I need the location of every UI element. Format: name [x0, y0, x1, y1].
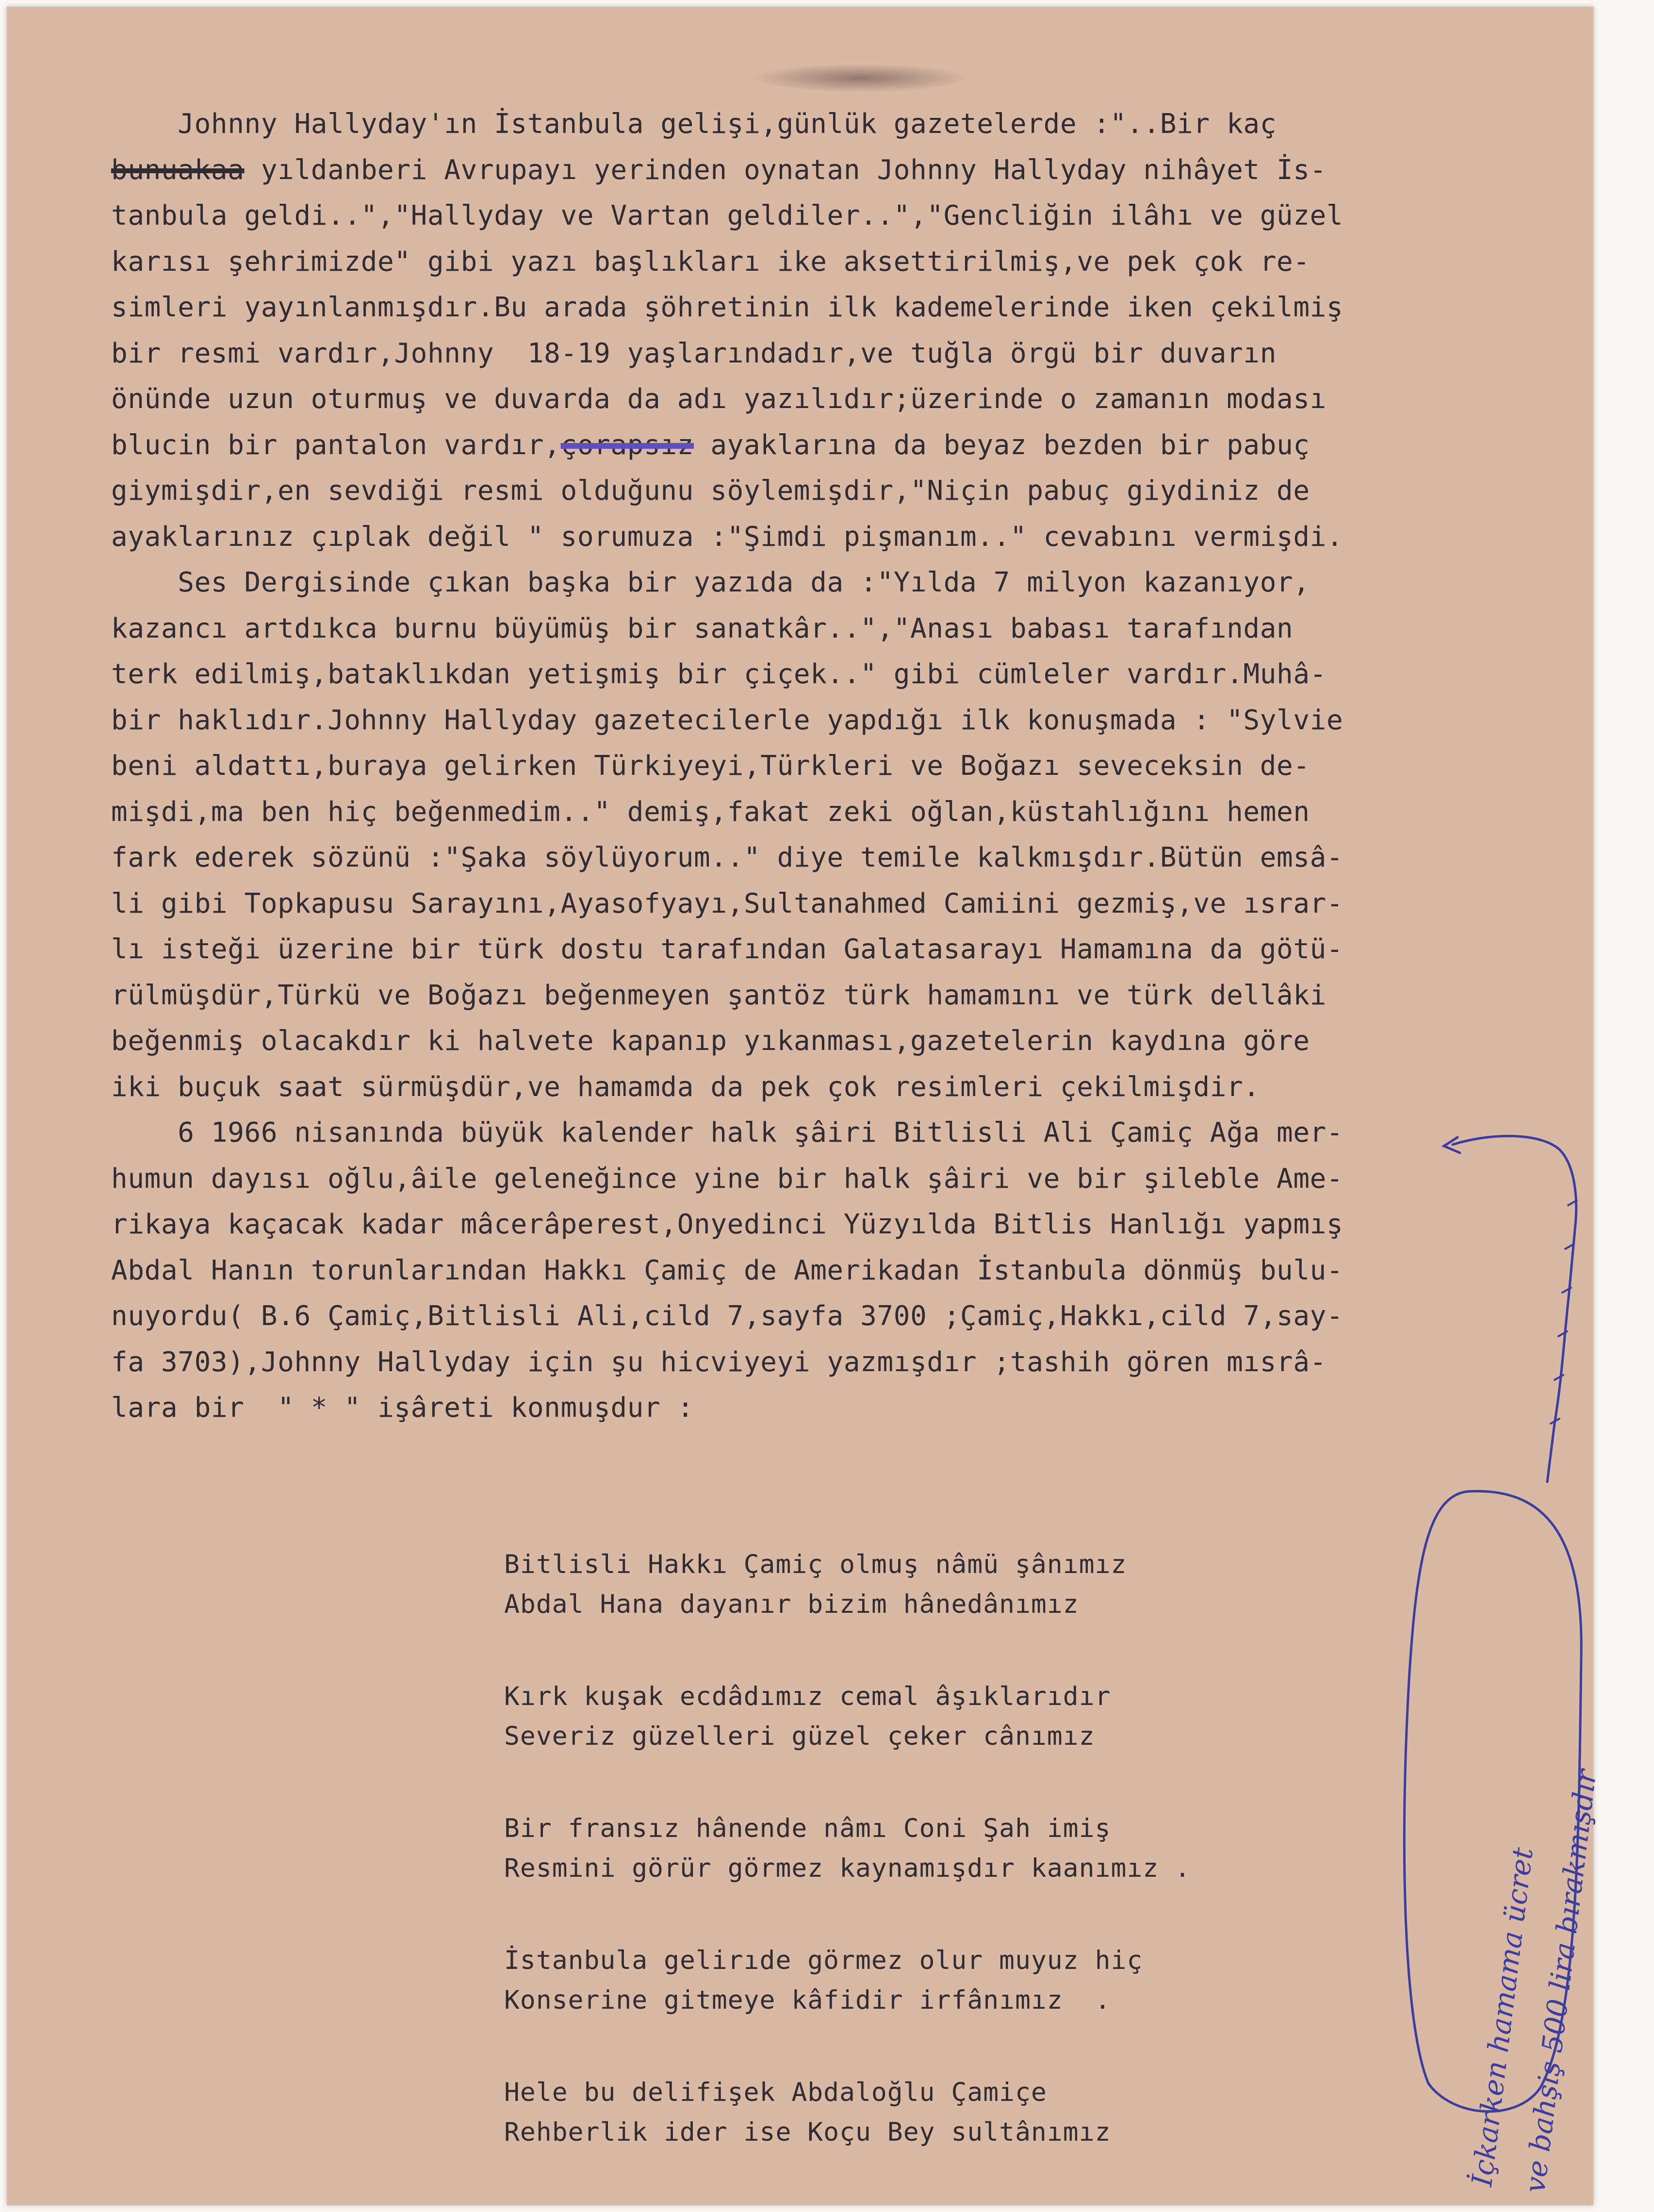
text-line: rülmüşdür,Türkü ve Boğazı beğenmeyen şantöz türk hamamını ve türk dellâki: [111, 979, 1326, 1011]
couplet: [504, 1677, 1426, 1756]
verse-line: İstanbula gelirıde görmez olur muyuz hiç: [504, 1946, 1143, 1975]
verse-line: Konserine gitmeye kâfidir irfânımız .: [504, 1985, 1111, 2015]
text-line: li gibi Topkapusu Sarayını,Ayasofyayı,Sultanahmed Camiini gezmiş,ve ısrar-: [111, 887, 1343, 919]
verse-line: Kırk kuşak ecdâdımız cemal âşıklarıdır: [504, 1682, 1111, 1711]
text-line: bir haklıdır.Johnny Hallyday gazetecilerle yapdığı ilk konuşmada : "Sylvie: [111, 704, 1343, 736]
handwritten-note: [1455, 1581, 1654, 2198]
couplet: [504, 1545, 1426, 1624]
text-line: [111, 147, 1562, 194]
note-line: İçkarken hamama ücret: [1465, 1845, 1539, 2188]
text-line: 6 1966 nisanında büyük kalender halk şâiri Bitlisli Ali Çamiç Ağa mer-: [111, 1117, 1343, 1148]
typed-page: [7, 7, 1603, 2205]
text-line: mişdi,ma ben hiç beğenmedim.." demiş,fakat zeki oğlan,küstahlığını hemen: [111, 796, 1310, 828]
text-line: terk edilmiş,bataklıkdan yetişmiş bir çiçek.." gibi cümleler vardır.Muhâ-: [111, 658, 1326, 690]
text-span: ayaklarına da beyaz bezden bir pabuç: [694, 429, 1310, 461]
verse-line: Rehberlik ider ise Koçu Bey sultânımız: [504, 2117, 1111, 2147]
text-line: beni aldattı,buraya gelirken Türkiyeyi,Türkleri ve Boğazı seveceksin de-: [111, 750, 1310, 782]
text-line: lı isteği üzerine bir türk dostu tarafından Galatasarayı Hamamına da götü-: [111, 934, 1343, 965]
text-line: ayaklarınız çıplak değil " sorumuza :"Şimdi pişmanım.." cevabını vermişdi.: [111, 521, 1343, 553]
verse-line: Hele bu delifişek Abdaloğlu Çamiçe: [504, 2078, 1047, 2107]
couplet: [504, 1941, 1426, 2020]
text-line: tanbula geldi..","Hallyday ve Vartan geldiler..","Gencliğin ilâhı ve güzel: [111, 200, 1343, 231]
text-line: simleri yayınlanmışdır.Bu arada şöhretinin ilk kademelerinde iken çekilmiş: [111, 292, 1343, 323]
text-line: önünde uzun oturmuş ve duvarda da adı yazılıdır;üzerinde o zamanın modası: [111, 383, 1326, 415]
couplet: [504, 1809, 1426, 1888]
text-line: rikaya kaçacak kadar mâcerâperest,Onyedinci Yüzyılda Bitlis Hanlığı yapmış: [111, 1209, 1343, 1240]
text-line: kazancı artdıkca burnu büyümüş bir sanatkâr..","Anası babası tarafından: [111, 612, 1294, 644]
text-line: Johnny Hallyday'ın İstanbula gelişi,günlük gazetelerde :"..Bir kaç: [111, 108, 1277, 140]
ink-smudge: [754, 64, 967, 92]
text-line: nuyordu( B.6 Çamiç,Bitlisli Ali,cild 7,sayfa 3700 ;Çamiç,Hakkı,cild 7,say-: [111, 1300, 1343, 1332]
text-line: beğenmiş olacakdır ki halvete kapanıp yıkanması,gazetelerin kaydına göre: [111, 1025, 1310, 1057]
text-line: karısı şehrimizde" gibi yazı başlıkları ike aksettirilmiş,ve pek çok re-: [111, 246, 1310, 278]
text-line: Ses Dergisinde çıkan başka bir yazıda da :"Yılda 7 milyon kazanıyor,: [111, 567, 1310, 598]
text-line: Abdal Hanın torunlarından Hakkı Çamiç de Amerikadan İstanbula dönmüş bulu-: [111, 1254, 1343, 1286]
verse-line: Bir fransız hânende nâmı Coni Şah imiş: [504, 1814, 1111, 1843]
struck-word: çorapsız: [560, 429, 694, 461]
verse-line: Severiz güzelleri güzel çeker cânımız: [504, 1721, 1095, 1751]
text-line: [111, 423, 1562, 469]
text-line: lara bir " * " işâreti konmuşdur :: [111, 1392, 694, 1424]
text-span: yıldanberi Avrupayı yerinden oynatan Johnny Hallyday nihâyet İs-: [244, 154, 1326, 186]
verse-line: Abdal Hana dayanır bizim hânedânımız: [504, 1589, 1079, 1619]
text-line: humun dayısı oğlu,âile geleneğince yine bir halk şâiri ve bir şileble Ame-: [111, 1163, 1343, 1195]
text-line: fa 3703),Johnny Hallyday için şu hicviyeyi yazmışdır ;tashih gören mısrâ-: [111, 1346, 1326, 1378]
prose-body: [111, 101, 1562, 1431]
text-line: iki buçuk saat sürmüşdür,ve hamamda da pek çok resimleri çekilmişdir.: [111, 1071, 1260, 1103]
paragraph-3: [111, 1110, 1562, 1431]
text-line: bir resmi vardır,Johnny 18-19 yaşlarındadır,ve tuğla örgü bir duvarın: [111, 337, 1277, 369]
note-line: ve bahşiş 500 lira bırakmışdır: [1518, 1768, 1603, 2195]
text-span: blucin bir pantalon vardır,: [111, 429, 561, 461]
paragraph-2: [111, 560, 1562, 1110]
couplet: [504, 2073, 1426, 2152]
poem: [504, 1545, 1426, 2205]
verse-line: Bitlisli Hakkı Çamiç olmuş nâmü şânımız: [504, 1550, 1127, 1579]
text-line: fark ederek sözünü :"Şaka söylüyorum.." diye temile kalkmışdır.Bütün emsâ-: [111, 842, 1343, 873]
paragraph-1: [111, 101, 1562, 560]
text-line: giymişdir,en sevdiği resmi olduğunu söylemişdir,"Niçin pabuç giydiniz de: [111, 475, 1310, 507]
verse-line: Resmini görür görmez kaynamışdır kaanımız .: [504, 1853, 1191, 1883]
struck-word: bunuakaa: [111, 154, 245, 186]
